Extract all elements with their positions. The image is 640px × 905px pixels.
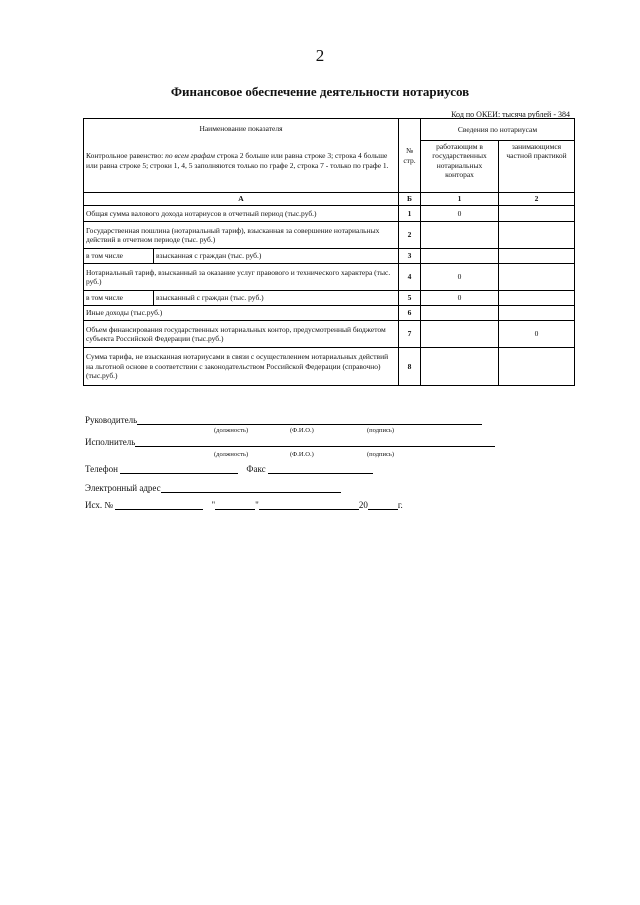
cell-value-1 [421,222,499,249]
indicator-header-cell [84,119,399,193]
column-number-1: 1 [421,193,499,206]
row-number: 6 [399,306,421,321]
page-number: 2 [315,46,325,65]
cell-value-2: 0 [499,321,575,348]
position-caption: (должность) [214,427,249,434]
cell-value-1 [421,306,499,321]
email-line [85,482,341,493]
cell-value-2 [499,348,575,386]
okei-code: Код по ОКЕИ: тысяча рублей - 384 [451,110,570,119]
phone-fax-line [85,463,373,474]
table-row [84,321,575,348]
row-prefix: в том числе [84,291,154,306]
fax-label: Факс [246,464,266,474]
row-number: 2 [399,222,421,249]
head-signature-line [85,414,482,425]
cell-value-1 [421,249,499,264]
state-notaries-header: работающим в государственных нотариальных конторах [421,141,499,193]
cell-value-1: 0 [421,264,499,291]
row-number: 1 [399,206,421,222]
page-title: Финансовое обеспечение деятельности нотариусов [170,84,470,99]
column-letter-b: Б [399,193,421,206]
row-number: 4 [399,264,421,291]
row-label: Объем финансирования государственных нотариальных контор, предусмотренный бюджетом субъекта Российской Федерации (тыс.руб.) [84,321,399,348]
table-row [84,206,575,222]
outgoing-number-line: Исх. № " " 20 г. [85,500,403,510]
cell-value-2 [499,306,575,321]
table-row [84,291,575,306]
year-prefix: 20 [358,500,368,510]
head-label: Руководитель [85,415,138,425]
row-label: Иные доходы (тыс.руб.) [84,306,399,321]
cell-value-2 [499,222,575,249]
row-label: Государственная пошлина (нотариальный тариф), взысканная за совершение нотариальных действий в отчетном периоде (тыс. руб.) [84,222,399,249]
signature-caption: (подпись) [367,427,394,434]
cell-value-1: 0 [421,291,499,306]
cell-value-1 [421,348,499,386]
row-number: 8 [399,348,421,386]
row-label: Общая сумма валового дохода нотариусов в отчетный период (тыс.руб.) [84,206,399,222]
row-number: 5 [399,291,421,306]
signature-caption: (подпись) [367,451,394,458]
year-suffix: г. [397,500,403,510]
cell-value-2 [499,291,575,306]
table-row [84,249,575,264]
row-label: Нотариальный тариф, взысканный за оказание услуг правового и технического характера (тыс. руб.) [84,264,399,291]
row-label: взысканный с граждан (тыс. руб.) [154,291,399,306]
cell-value-2 [499,249,575,264]
phone-label: Телефон [85,464,118,474]
fio-caption: (Ф.И.О.) [290,427,314,434]
cell-value-2 [499,264,575,291]
outgoing-number-label: Исх. № [85,500,113,510]
performer-signature-line [85,436,495,447]
row-number: 3 [399,249,421,264]
cell-value-1: 0 [421,206,499,222]
row-number-header: № стр. [399,119,421,193]
table-row [84,306,575,321]
row-prefix: в том числе [84,249,154,264]
row-label: Сумма тарифа, не взысканная нотариусами в связи с осуществлением нотариальных действий на льготной основе в соответствии с законодательством Российской Федерации (справочно) (тыс.руб.) [84,348,399,386]
performer-label: Исполнитель [85,437,136,447]
table-row [84,348,575,386]
column-letter-a: А [84,193,399,206]
cell-value-1 [421,321,499,348]
row-number: 7 [399,321,421,348]
fio-caption: (Ф.И.О.) [290,451,314,458]
notaries-info-header: Сведения по нотариусам [421,119,575,141]
cell-value-2 [499,206,575,222]
table-row [84,264,575,291]
row-label: взысканная с граждан (тыс. руб.) [154,249,399,264]
email-label: Электронный адрес [85,483,161,493]
private-notaries-header: занимающимся частной практикой [499,141,575,193]
control-equality-note: Контрольное равенство: по всем графам строка 2 больше или равна строке 3; строка 4 больше или равна строке 5; строки 1, 4, 5 заполняются только по графе 2, строка 7 - только по графе 1. [86,151,389,170]
position-caption: (должность) [214,451,249,458]
table-row [84,222,575,249]
column-number-2: 2 [499,193,575,206]
indicator-header: Наименование показателя [199,124,283,133]
finance-table [83,118,575,386]
